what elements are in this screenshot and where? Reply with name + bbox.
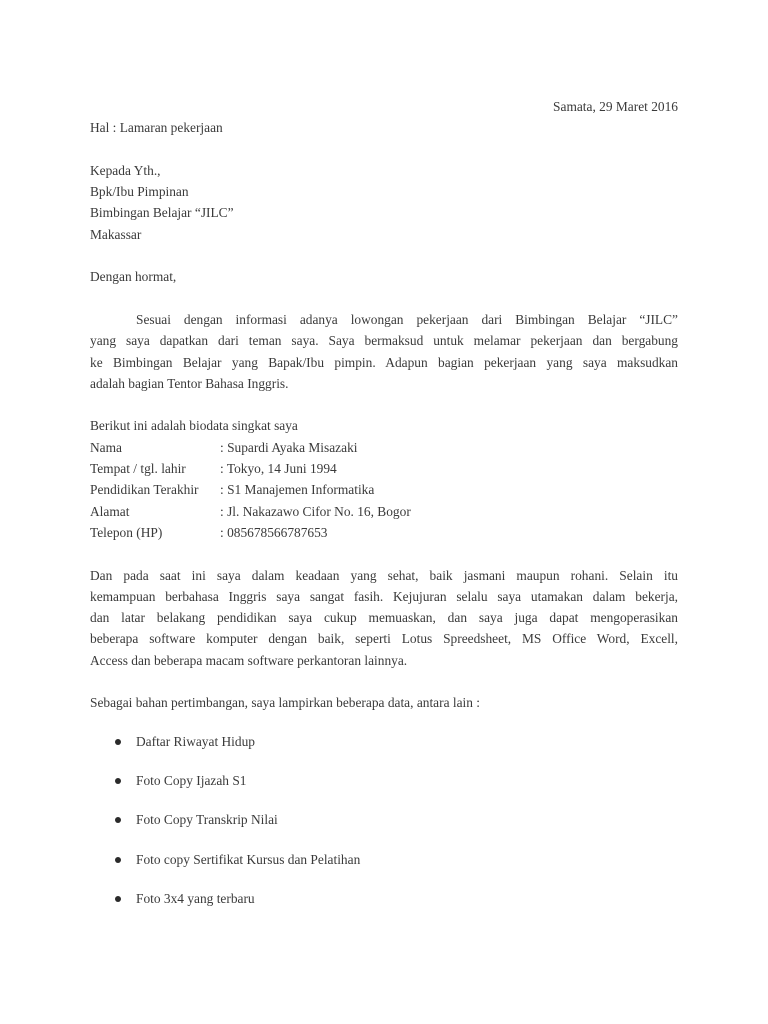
list-item-label: Daftar Riwayat Hidup bbox=[136, 733, 255, 749]
bullet-icon bbox=[115, 896, 121, 902]
recipient-line: Makassar bbox=[90, 226, 142, 242]
paragraph-intro bbox=[90, 309, 678, 394]
paragraph-line: ke Bimbingan Belajar yang Bapak/Ibu pimpin. Adapun bagian pekerjaan yang saya maksudkan bbox=[90, 354, 678, 370]
recipient-block bbox=[90, 160, 678, 245]
paragraph-line: Sesuai dengan informasi adanya lowongan pekerjaan dari Bimbingan Belajar “JILC” bbox=[136, 311, 678, 327]
biodata-label: Pendidikan Terakhir bbox=[90, 482, 199, 498]
biodata-row bbox=[90, 458, 678, 479]
paragraph-line: yang saya dapatkan dari teman saya. Saya bermaksud untuk melamar pekerjaan dan bergabung bbox=[90, 333, 678, 349]
letter-page bbox=[90, 96, 678, 909]
biodata-value: : Jl. Nakazawo Cifor No. 16, Bogor bbox=[220, 503, 411, 519]
paragraph-skills bbox=[90, 565, 678, 671]
biodata-label: Telepon (HP) bbox=[90, 524, 163, 540]
list-item-label: Foto Copy Transkrip Nilai bbox=[136, 812, 278, 828]
biodata-value: : Supardi Ayaka Misazaki bbox=[220, 439, 358, 455]
letter-subject: Hal : Lamaran pekerjaan bbox=[90, 120, 223, 136]
biodata-value: : S1 Manajemen Informatika bbox=[220, 482, 375, 498]
bullet-icon bbox=[115, 857, 121, 863]
biodata-value: : 085678566787653 bbox=[220, 524, 328, 540]
biodata-row bbox=[90, 522, 678, 543]
bullet-icon bbox=[115, 778, 121, 784]
paragraph-line: adalah bagian Tentor Bahasa Inggris. bbox=[90, 375, 289, 391]
biodata-row bbox=[90, 437, 678, 458]
paragraph-line: Dan pada saat ini saya dalam keadaan yang sehat, baik jasmani maupun rohani. Selain itu bbox=[90, 567, 678, 583]
attachments-list bbox=[90, 731, 678, 909]
biodata-value: : Tokyo, 14 Juni 1994 bbox=[220, 461, 337, 477]
list-item bbox=[90, 809, 678, 830]
biodata-label: Alamat bbox=[90, 503, 130, 519]
paragraph-line: beberapa software komputer dengan baik, seperti Lotus Spreedsheet, MS Office Word, Excell, bbox=[90, 631, 678, 647]
letter-date: Samata, 29 Maret 2016 bbox=[553, 99, 678, 114]
bullet-icon bbox=[115, 739, 121, 745]
paragraph-line: dan latar belakang pendidikan saya cukup memuaskan, dan saya juga dapat mengoperasikan bbox=[90, 610, 678, 626]
recipient-line: Bpk/Ibu Pimpinan bbox=[90, 184, 189, 200]
greeting: Dengan hormat, bbox=[90, 269, 177, 285]
attachments-intro: Sebagai bahan pertimbangan, saya lampirkan beberapa data, antara lain : bbox=[90, 695, 481, 711]
paragraph-line: Access dan beberapa macam software perkantoran lainnya. bbox=[90, 652, 408, 668]
biodata-intro: Berikut ini adalah biodata singkat saya bbox=[90, 418, 298, 434]
recipient-line: Kepada Yth., bbox=[90, 162, 161, 178]
list-item-label: Foto 3x4 yang terbaru bbox=[136, 890, 255, 906]
list-item bbox=[90, 731, 678, 752]
list-item bbox=[90, 888, 678, 909]
bullet-icon bbox=[115, 817, 121, 823]
recipient-line: Bimbingan Belajar “JILC” bbox=[90, 205, 234, 221]
list-item bbox=[90, 770, 678, 791]
list-item-label: Foto Copy Ijazah S1 bbox=[136, 772, 247, 788]
biodata-table bbox=[90, 437, 678, 543]
biodata-label: Nama bbox=[90, 439, 122, 455]
paragraph-line: kemampuan berbahasa Inggris saya sangat fasih. Kejujuran selalu saya utamakan dalam bekerja, bbox=[90, 588, 678, 604]
biodata-row bbox=[90, 501, 678, 522]
biodata-label: Tempat / tgl. lahir bbox=[90, 461, 186, 477]
biodata-row bbox=[90, 479, 678, 500]
list-item-label: Foto copy Sertifikat Kursus dan Pelatihan bbox=[136, 851, 361, 867]
list-item bbox=[90, 849, 678, 870]
